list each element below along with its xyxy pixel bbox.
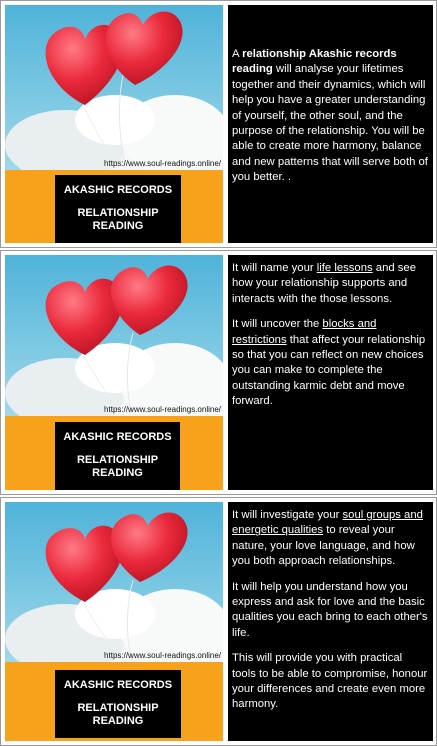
underlined-text: soul groups and energetic qualities — [232, 509, 423, 537]
description-paragraph — [232, 317, 428, 409]
card-left-panel — [5, 502, 223, 741]
balloon-photo — [5, 5, 223, 170]
label-subtitle: RELATIONSHIP READING — [76, 454, 159, 479]
text-run: will analyse your lifetimes together and their dynamics, which will help you have a greater understanding of yourself, the other soul, and the purpose of the relationship. You will be able to create more harmony, balance and new patterns that will serve both of you better. . — [232, 63, 428, 184]
reading-label-box — [55, 670, 181, 738]
reading-label-box — [55, 422, 180, 490]
underlined-text: blocks and restrictions — [232, 318, 377, 346]
reading-label-box — [55, 175, 181, 243]
text-run: It will uncover the — [232, 318, 323, 331]
text-run: and see how your relationship supports and interacts with the those lessons. — [232, 262, 416, 305]
label-subtitle: RELATIONSHIP READING — [77, 207, 159, 232]
website-url: https://www.soul-readings.online/ — [104, 651, 221, 660]
card-2 — [0, 250, 437, 495]
bold-text: relationship Akashic records reading — [232, 48, 397, 76]
description-paragraph — [232, 47, 428, 186]
text-run: to reveal your nature, your love language, and how you both approach relationships. — [232, 524, 415, 568]
label-title: AKASHIC RECORDS — [63, 184, 173, 196]
description-panel — [228, 502, 433, 741]
description-paragraph — [232, 261, 428, 307]
heart-balloons-image — [5, 5, 223, 170]
heart-balloons-image — [5, 502, 223, 662]
website-url: https://www.soul-readings.online/ — [104, 159, 221, 168]
card-left-panel — [5, 255, 223, 490]
text-run: that affect your relationship so that you can reflect on new choices you can make to complete the outstanding karmic debt and move forward. — [232, 333, 426, 408]
description-panel — [228, 5, 433, 243]
label-title: AKASHIC RECORDS — [63, 431, 172, 443]
text-run: It will investigate your — [232, 509, 343, 521]
text-run: It will name your — [232, 262, 317, 274]
description-paragraph: This will provide you with practical tools to be able to compromise, honour your differences and create even more harmony. — [232, 652, 428, 711]
card-3 — [0, 497, 437, 746]
description-paragraph: It will help you understand how you express and ask for love and the basic qualities you each bring to each other's life. — [232, 580, 428, 639]
underlined-text: life lessons — [316, 262, 373, 274]
card-left-panel — [5, 5, 223, 243]
label-title: AKASHIC RECORDS — [63, 679, 173, 691]
balloon-photo — [5, 255, 223, 416]
card-1 — [0, 0, 437, 248]
balloon-photo — [5, 502, 223, 662]
description-panel — [228, 255, 433, 490]
text-run: A — [232, 48, 243, 60]
label-subtitle: RELATIONSHIP READING — [77, 702, 159, 727]
website-url: https://www.soul-readings.online/ — [104, 405, 221, 414]
description-paragraph — [232, 508, 428, 570]
heart-balloons-image — [5, 255, 223, 416]
